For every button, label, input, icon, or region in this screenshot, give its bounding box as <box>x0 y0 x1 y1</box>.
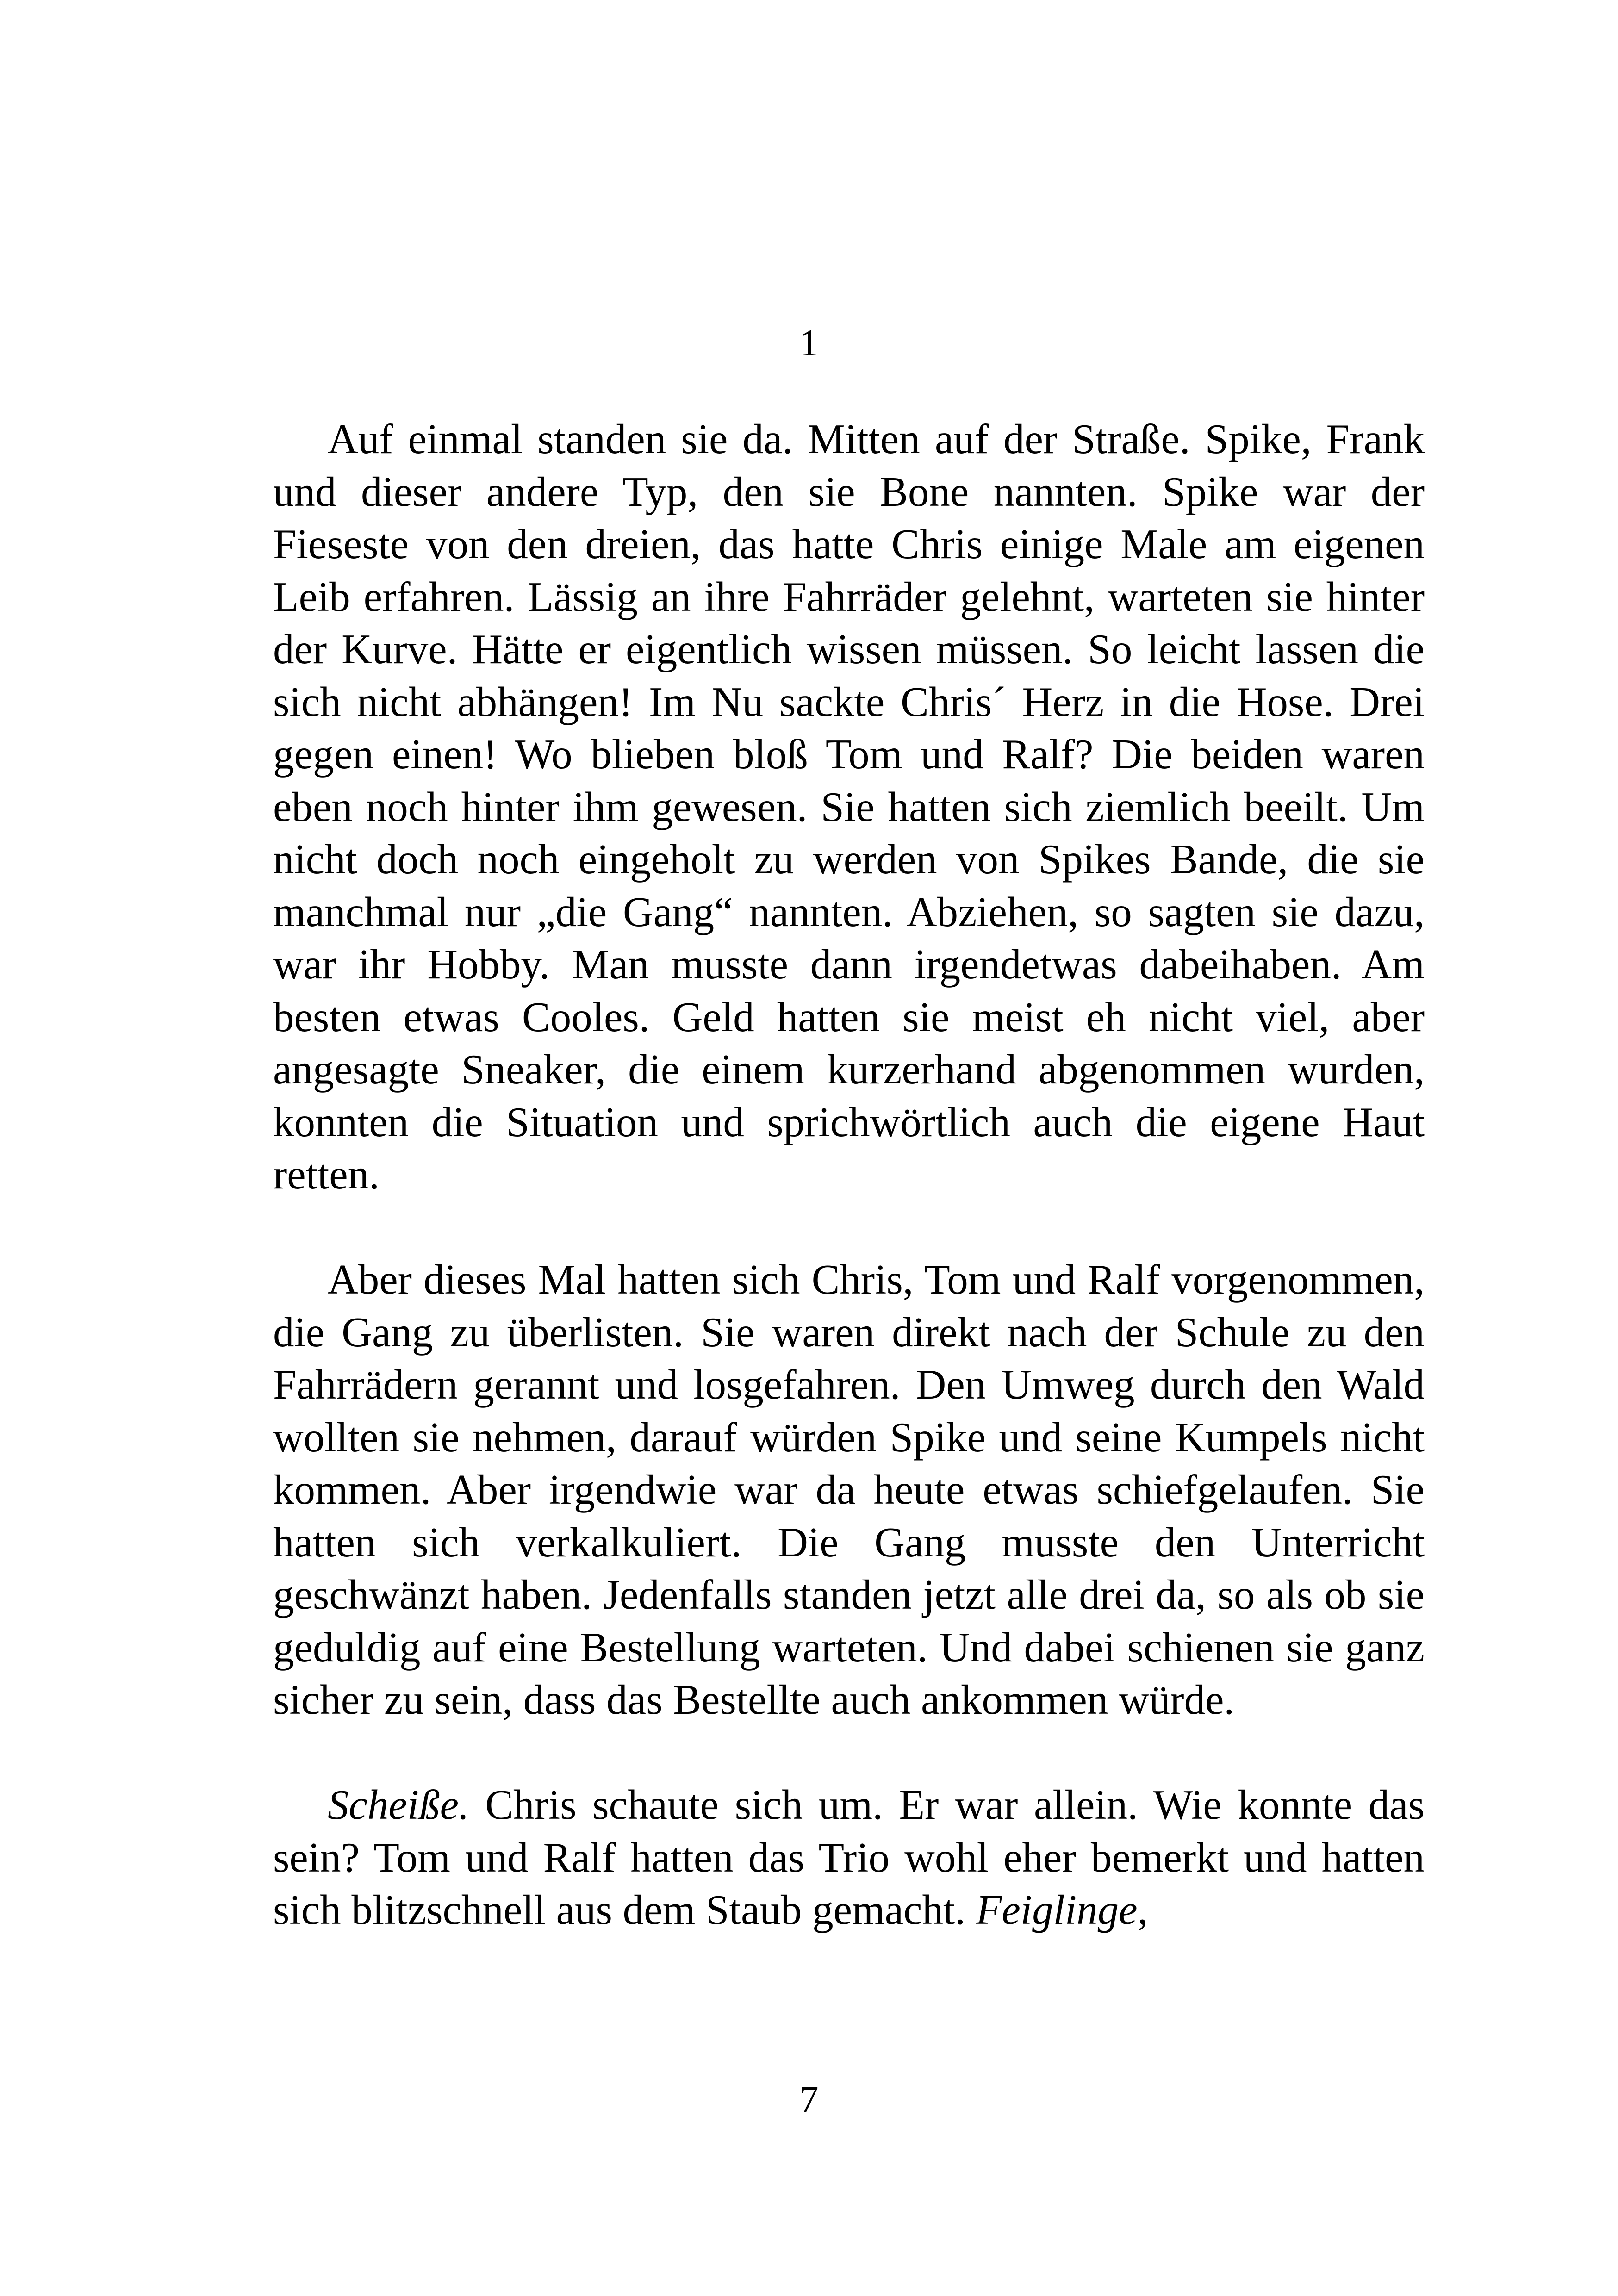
text-run: , <box>1137 1886 1148 1933</box>
paragraph <box>273 1253 1425 1726</box>
chapter-body <box>273 413 1425 1936</box>
italic-text-run: Scheiße. <box>328 1781 469 1828</box>
text-run: Aber dieses Mal hatten sich Chris, Tom und Ralf vorgenommen, die Gang zu überlisten. Sie waren direkt nach der Schule zu den Fahrrädern gerannt und losgefahren. Den Umweg durch den Wald wollten sie nehmen, darauf würden Spike und seine Kumpels nicht kommen. Aber irgendwie war da heute etwas schiefgelaufen. Sie hatten sich verkalkuliert. Die Gang musste den Unterricht geschwänzt haben. Jedenfalls standen jetzt alle drei da, so als ob sie geduldig auf eine Bestellung warteten. Und dabei schienen sie ganz sicher zu sein, dass das Bestellte auch ankommen würde. <box>273 1256 1425 1723</box>
text-run: Auf einmal standen sie da. Mitten auf der Straße. Spike, Frank und dieser andere Typ, den sie Bone nannten. Spike war der Fieseste von den dreien, das hatte Chris einige Male am eigenen Leib erfahren. Lässig an ihre Fahrräder gelehnt, warteten sie hinter der Kurve. Hätte er eigentlich wissen müssen. So leicht lassen die sich nicht abhängen! Im Nu sackte Chris´ Herz in die Hose. Drei gegen einen! Wo blieben bloß Tom und Ralf? Die beiden waren eben noch hinter ihm gewesen. Sie hatten sich ziemlich beeilt. Um nicht doch noch eingeholt zu werden von Spikes Bande, die sie manchmal nur „die Gang“ nannten. Abziehen, so sagten sie dazu, war ihr Hobby. Man musste dann irgendetwas dabeihaben. Am besten etwas Cooles. Geld hatten sie meist eh nicht viel, aber angesagte Sneaker, die einem kurzerhand abgenommen wurden, konnten die Situation und sprichwörtlich auch die eigene Haut retten. <box>273 416 1425 1198</box>
chapter-number: 1 <box>799 322 819 364</box>
paragraph <box>273 1779 1425 1936</box>
text-run: Chris schaute sich um. Er war allein. Wie konnte das sein? Tom und Ralf hatten das Trio wohl eher bemerkt und hatten sich blitzschnell aus dem Staub gemacht. <box>273 1781 1425 1933</box>
italic-text-run: Feiglinge <box>976 1886 1138 1933</box>
page-number: 7 <box>799 2078 819 2120</box>
paragraph <box>273 413 1425 1201</box>
